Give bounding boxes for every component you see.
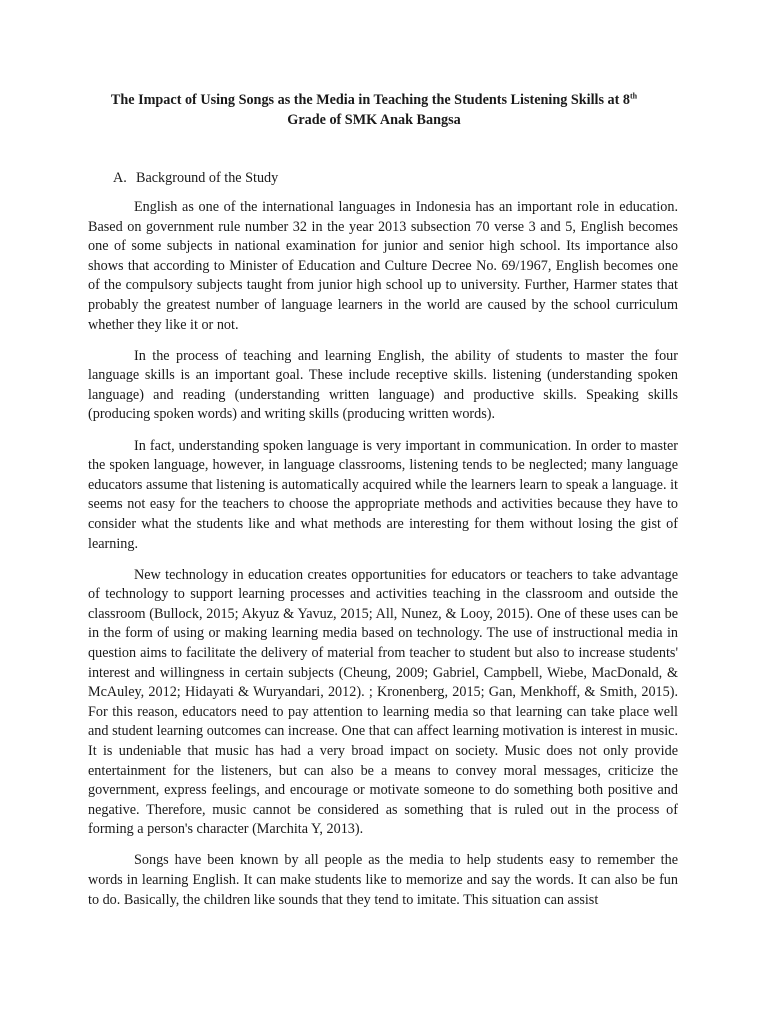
title-main: The Impact of Using Songs as the Media in Teaching the Students Listening Skills at 8 xyxy=(110,92,630,108)
section-number: A. xyxy=(113,170,127,186)
paragraph-4: New technology in education creates opportunities for educators or teachers to take advantage of technology to support learning processes and activities teaching in the classroom and outside the classroom (Bullock, 2015; Akyuz & Yavuz, 2015; All, Nunez, & Looy, 2015). One of these uses can be in the form of using or making learning media based on technology. The use of instructional media in question aims to facilitate the delivery of material from teacher to student but also to increase students' interest and willingness in certain subjects (Cheung, 2009; Gabriel, Campbell, Wiebe, MacDonald, & McAuley, 2012; Hidayati & Wuryandari, 2012). ; Kronenberg, 2015; Gan, Menkhoff, & Smith, 2015). For this reason, educators need to pay attention to learning media so that learning can take place well and student learning outcomes can increase. One that can affect learning motivation is interest in music. It is undeniable that music has had a very broad impact on society. Music does not only provide entertainment for the listeners, but can also be a means to convey moral messages, criticize the government, express feelings, and encourage or motivate someone to do something both positive and negative. Therefore, music cannot be considered as something that is ruled out in the process of forming a person's character (Marchita Y, 2013). xyxy=(88,566,678,838)
paragraph-1: English as one of the international languages in Indonesia has an important role in education. Based on government rule number 32 in the year 2013 subsection 70 verse 3 and 5, English becomes one of some subjects in national examination for junior and senior high school. Its importance also shows that according to Minister of Education and Culture Decree No. 69/1967, English becomes one of the compulsory subjects taught from junior high school up to university. Further, Harmer states that probably the greatest number of language learners in the world are caused by the school curriculum whether they like it or not. xyxy=(88,199,678,333)
section-heading-text: Background of the Study xyxy=(136,170,279,186)
paragraph-2: In the process of teaching and learning English, the ability of students to master the four language skills is an important goal. These include receptive skills. listening (understanding spoken language) and reading (understanding written language) and productive skills. Speaking skills (producing spoken words) and writing skills (producing written words). xyxy=(88,347,678,423)
paragraph-5: Songs have been known by all people as the media to help students easy to remember the words in learning English. It can make students like to memorize and say the words. It can also be fun to do. Basically, the children like sounds that they tend to imitate. This situation can assist xyxy=(88,852,678,908)
title-superscript: th xyxy=(630,91,638,101)
paragraph-3: In fact, understanding spoken language is very important in communication. In order to master the spoken language, however, in language classrooms, listening tends to be neglected; many language educators assume that listening is automatically acquired while the learners learn to speak a language. it seems not easy for the teachers to choose the appropriate methods and activities because they have to consider what the students like and what methods are interesting for them without losing the gist of learning. xyxy=(88,437,678,552)
document-page xyxy=(88,90,678,922)
document-title xyxy=(88,90,678,130)
section-heading xyxy=(88,168,678,188)
title-line2: Grade of SMK Anak Bangsa xyxy=(287,112,461,128)
